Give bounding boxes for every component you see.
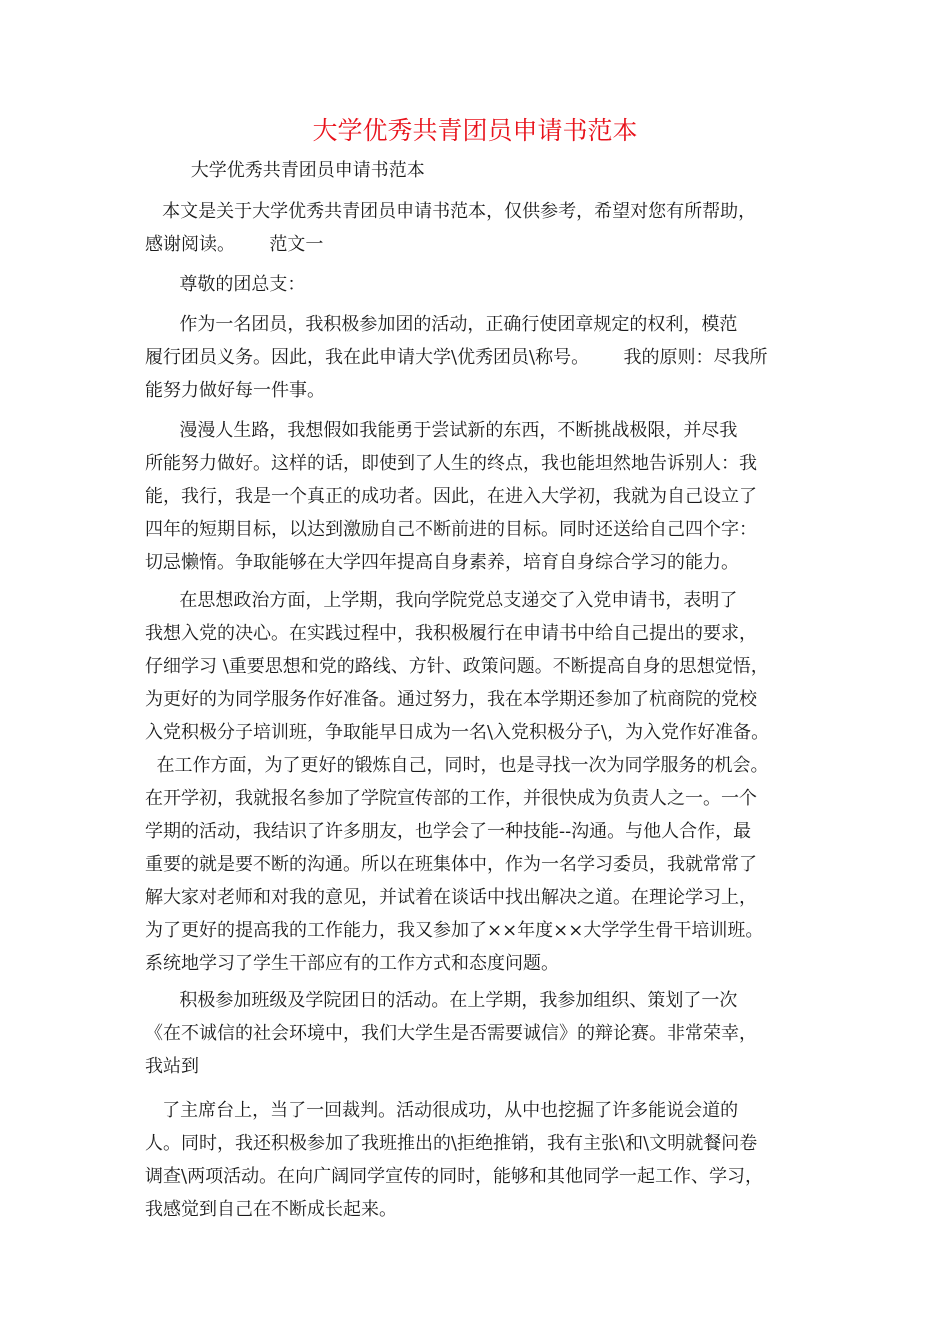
text-line: 漫漫人生路，我想假如我能勇于尝试新的东西，不断挑战极限，并尽我 (145, 420, 738, 441)
text-line: 作为一名团员，我积极参加团的活动，正确行使团章规定的权利，模范 (145, 314, 738, 335)
text-line: 入党积极分子培训班，争取能早日成为一名\入党积极分子\，为入党作好准备。 (145, 722, 770, 743)
text-line: 了主席台上，当了一回裁判。活动很成功，从中也挖掘了许多能说会道的 (145, 1100, 739, 1121)
body-block-7 (145, 984, 817, 1083)
text-line: 仔细学习 \重要思想和党的路线、方针、政策问题。不断提高自身的思想觉悟， (145, 656, 769, 677)
text-line: 人。同时，我还积极参加了我班推出的\拒绝推销，我有主张\和\文明就餐问卷 (145, 1133, 758, 1154)
body-block-5 (145, 414, 817, 579)
text-line: 我想入党的决心。在实践过程中，我积极履行在申请书中给自己提出的要求， (145, 623, 757, 644)
document-title: 大学优秀共青团员申请书范本 (312, 116, 638, 145)
body-block-4 (145, 308, 817, 407)
text-line: 在思想政治方面，上学期，我向学院党总支递交了入党申请书，表明了 (145, 590, 738, 611)
body-block-1 (145, 154, 817, 187)
text-line: 我感觉到自己在不断成长起来。 (145, 1199, 397, 1220)
text-line: 所能努力做好。这样的话，即使到了人生的终点，我也能坦然地告诉别人：我 (145, 453, 757, 474)
text-line: 切忌懒惰。争取能够在大学四年提高自身素养，培育自身综合学习的能力。 (145, 552, 739, 573)
text-line: 学期的活动，我结识了许多朋友，也学会了一种技能--沟通。与他人合作，最 (145, 821, 752, 842)
text-line: 履行团员义务。因此，我在此申请大学\优秀团员\称号。 我的原则：尽我所 (145, 347, 768, 368)
body-block-2 (145, 195, 817, 261)
body-block-3 (145, 268, 817, 301)
text-line: 为更好的为同学服务作好准备。通过努力，我在本学期还参加了杭商院的党校 (145, 689, 757, 710)
text-line: 《在不诚信的社会环境中，我们大学生是否需要诚信》的辩论赛。非常荣幸， (145, 1023, 757, 1044)
salutation-line: 尊敬的团总支： (145, 274, 306, 295)
text-line: 能努力做好每一件事。 (145, 380, 325, 401)
text-line: 感谢阅读。 范文一 (145, 234, 324, 255)
text-line: 重要的就是要不断的沟通。所以在班集体中，作为一名学习委员，我就常常了 (145, 854, 757, 875)
subtitle-line: 大学优秀共青团员申请书范本 (145, 160, 425, 181)
text-line: 四年的短期目标，以达到激励自己不断前进的目标。同时还送给自己四个字： (145, 519, 757, 540)
text-line: 在工作方面，为了更好的锻炼自己，同时，也是寻找一次为同学服务的机会。 (145, 755, 769, 776)
text-line: 本文是关于大学优秀共青团员申请书范本，仅供参考，希望对您有所帮助， (145, 201, 757, 222)
text-line: 解大家对老师和对我的意见，并试着在谈话中找出解决之道。在理论学习上， (145, 887, 757, 908)
text-line: 为了更好的提高我的工作能力，我又参加了××年度××大学学生骨干培训班。 (145, 920, 764, 941)
text-line: 能，我行，我是一个真正的成功者。因此，在进入大学初，我就为自己设立了 (145, 486, 757, 507)
text-line: 系统地学习了学生干部应有的工作方式和态度问题。 (145, 953, 559, 974)
body-block-8 (145, 1094, 817, 1226)
text-line: 调查\两项活动。在向广阔同学宣传的同时，能够和其他同学一起工作、学习， (145, 1166, 764, 1187)
text-line: 我站到 (145, 1056, 199, 1077)
text-line: 在开学初，我就报名参加了学院宣传部的工作，并很快成为负责人之一。一个 (145, 788, 757, 809)
text-line: 积极参加班级及学院团日的活动。在上学期，我参加组织、策划了一次 (145, 990, 738, 1011)
body-block-6 (145, 584, 817, 980)
